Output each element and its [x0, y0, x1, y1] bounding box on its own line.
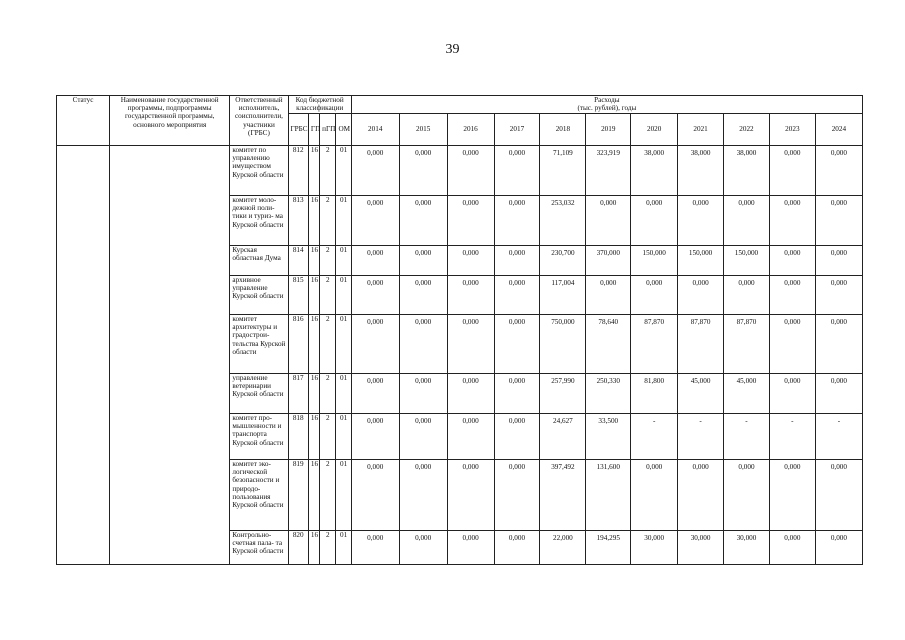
code-cell: 01 [336, 374, 351, 414]
code-cell: 16 [308, 315, 319, 374]
value-cell: - [678, 414, 724, 460]
value-cell: 370,000 [586, 246, 631, 276]
value-cell: 0,000 [815, 276, 862, 315]
header-year: 2016 [447, 114, 494, 146]
executor-cell: комитет моло- дежной поли- тики и туриз- ма Курской области [230, 196, 288, 246]
value-cell: 0,000 [769, 196, 815, 246]
code-cell: 817 [288, 374, 308, 414]
value-cell: 0,000 [399, 315, 447, 374]
value-cell: 150,000 [678, 246, 724, 276]
code-cell: 818 [288, 414, 308, 460]
code-cell: 01 [336, 315, 351, 374]
value-cell: - [769, 414, 815, 460]
executor-cell: комитет эко- логической безопасности и природо- пользования Курской области [230, 460, 288, 531]
code-cell: 01 [336, 276, 351, 315]
budget-table [56, 95, 863, 565]
code-cell: 2 [320, 315, 336, 374]
value-cell: 397,492 [540, 460, 586, 531]
value-cell: 45,000 [678, 374, 724, 414]
value-cell: 0,000 [494, 531, 540, 565]
value-cell: 81,800 [631, 374, 678, 414]
value-cell: 0,000 [815, 146, 862, 196]
header-year: 2017 [494, 114, 540, 146]
value-cell: 0,000 [724, 460, 770, 531]
value-cell: 0,000 [631, 196, 678, 246]
value-cell: 150,000 [631, 246, 678, 276]
value-cell: 0,000 [769, 276, 815, 315]
code-cell: 820 [288, 531, 308, 565]
value-cell: 38,000 [724, 146, 770, 196]
value-cell: 0,000 [769, 374, 815, 414]
header-year: 2019 [586, 114, 631, 146]
code-cell: 16 [308, 531, 319, 565]
header-year: 2021 [678, 114, 724, 146]
code-cell: 812 [288, 146, 308, 196]
value-cell: 0,000 [399, 146, 447, 196]
value-cell: 0,000 [351, 315, 399, 374]
value-cell: 0,000 [586, 196, 631, 246]
value-cell: 0,000 [724, 196, 770, 246]
executor-cell: архивное управление Курской области [230, 276, 288, 315]
value-cell: 0,000 [815, 315, 862, 374]
value-cell: 0,000 [399, 460, 447, 531]
code-cell: 16 [308, 374, 319, 414]
code-cell: 2 [320, 374, 336, 414]
value-cell: 0,000 [494, 414, 540, 460]
value-cell: 0,000 [447, 460, 494, 531]
value-cell: 253,032 [540, 196, 586, 246]
value-cell: 0,000 [769, 531, 815, 565]
value-cell: 0,000 [351, 374, 399, 414]
code-cell: 01 [336, 146, 351, 196]
header-status: Статус [57, 96, 110, 146]
value-cell: 0,000 [399, 246, 447, 276]
value-cell: 0,000 [769, 246, 815, 276]
value-cell: 0,000 [351, 246, 399, 276]
value-cell: 0,000 [769, 460, 815, 531]
value-cell: 45,000 [724, 374, 770, 414]
value-cell: 87,870 [631, 315, 678, 374]
executor-cell: комитет по управлению имуществом Курской области [230, 146, 288, 196]
value-cell: 0,000 [494, 146, 540, 196]
value-cell: 0,000 [678, 196, 724, 246]
code-cell: 2 [320, 246, 336, 276]
value-cell: 78,640 [586, 315, 631, 374]
header-expenses-units: (тыс. рублей), годы [577, 104, 637, 113]
code-cell: 2 [320, 460, 336, 531]
value-cell: 0,000 [494, 196, 540, 246]
value-cell: 0,000 [447, 374, 494, 414]
value-cell: - [724, 414, 770, 460]
code-cell: 16 [308, 146, 319, 196]
header-year: 2014 [351, 114, 399, 146]
value-cell: 0,000 [447, 146, 494, 196]
code-cell: 2 [320, 414, 336, 460]
code-cell: 2 [320, 196, 336, 246]
value-cell: 0,000 [586, 276, 631, 315]
code-cell: 2 [320, 276, 336, 315]
value-cell: 0,000 [678, 460, 724, 531]
value-cell: 0,000 [447, 276, 494, 315]
value-cell: 0,000 [447, 531, 494, 565]
value-cell: 0,000 [399, 374, 447, 414]
value-cell: 0,000 [399, 276, 447, 315]
value-cell: 0,000 [494, 246, 540, 276]
code-cell: 2 [320, 146, 336, 196]
value-cell: 0,000 [351, 146, 399, 196]
value-cell: 87,870 [724, 315, 770, 374]
value-cell: 0,000 [351, 276, 399, 315]
header-year: 2018 [540, 114, 586, 146]
header-code-grbs: ГРБС [288, 114, 308, 146]
header-code-pgp: пГП [320, 114, 336, 146]
value-cell: 0,000 [724, 276, 770, 315]
executor-cell: Контрольно- счетная пала- та Курской области [230, 531, 288, 565]
value-cell: 38,000 [631, 146, 678, 196]
value-cell: 30,000 [724, 531, 770, 565]
value-cell: 0,000 [631, 460, 678, 531]
value-cell: 0,000 [399, 196, 447, 246]
value-cell: 0,000 [769, 315, 815, 374]
code-cell: 819 [288, 460, 308, 531]
value-cell: 323,919 [586, 146, 631, 196]
header-program-name: Наименование государственной программы, подпрограммы государственной программы, основного мероприятия [110, 96, 230, 146]
executor-cell: комитет архитектуры и градострои- тельства Курской области [230, 315, 288, 374]
value-cell: 0,000 [399, 531, 447, 565]
code-cell: 816 [288, 315, 308, 374]
executor-cell: Курская областная Дума [230, 246, 288, 276]
header-expenses-title: Расходы [594, 96, 620, 104]
header-year: 2022 [724, 114, 770, 146]
code-cell: 01 [336, 460, 351, 531]
code-cell: 16 [308, 246, 319, 276]
value-cell: 0,000 [815, 196, 862, 246]
code-cell: 813 [288, 196, 308, 246]
value-cell: 0,000 [769, 146, 815, 196]
table-row [57, 146, 863, 196]
value-cell: 0,000 [447, 414, 494, 460]
value-cell: - [631, 414, 678, 460]
executor-cell: комитет про- мышленности и транспорта Курской области [230, 414, 288, 460]
code-cell: 01 [336, 196, 351, 246]
value-cell: 0,000 [815, 246, 862, 276]
value-cell: 22,000 [540, 531, 586, 565]
header-year: 2023 [769, 114, 815, 146]
value-cell: 0,000 [815, 531, 862, 565]
value-cell: 230,700 [540, 246, 586, 276]
value-cell: 0,000 [678, 276, 724, 315]
value-cell: 257,990 [540, 374, 586, 414]
header-expenses [351, 96, 862, 114]
code-cell: 01 [336, 531, 351, 565]
header-code-om: ОМ [336, 114, 351, 146]
value-cell: 0,000 [631, 276, 678, 315]
code-cell: 814 [288, 246, 308, 276]
value-cell: 0,000 [399, 414, 447, 460]
value-cell: - [815, 414, 862, 460]
value-cell: 0,000 [494, 276, 540, 315]
value-cell: 0,000 [351, 414, 399, 460]
page-number: 39 [445, 42, 460, 57]
value-cell: 0,000 [815, 374, 862, 414]
value-cell: 0,000 [494, 374, 540, 414]
value-cell: 0,000 [447, 196, 494, 246]
value-cell: 24,627 [540, 414, 586, 460]
code-cell: 16 [308, 196, 319, 246]
header-executor: Ответственный исполнитель, соисполнители, участники (ГРБС) [230, 96, 288, 146]
code-cell: 16 [308, 460, 319, 531]
value-cell: 30,000 [631, 531, 678, 565]
code-cell: 16 [308, 414, 319, 460]
program-name-cell [110, 146, 230, 565]
code-cell: 01 [336, 246, 351, 276]
value-cell: 0,000 [494, 315, 540, 374]
value-cell: 0,000 [351, 531, 399, 565]
code-cell: 16 [308, 276, 319, 315]
value-cell: 0,000 [494, 460, 540, 531]
value-cell: 87,870 [678, 315, 724, 374]
value-cell: 750,000 [540, 315, 586, 374]
value-cell: 0,000 [815, 460, 862, 531]
header-code-gp: ГП [308, 114, 319, 146]
value-cell: 250,330 [586, 374, 631, 414]
value-cell: 131,600 [586, 460, 631, 531]
value-cell: 117,004 [540, 276, 586, 315]
value-cell: 38,000 [678, 146, 724, 196]
value-cell: 150,000 [724, 246, 770, 276]
value-cell: 194,295 [586, 531, 631, 565]
value-cell: 71,109 [540, 146, 586, 196]
code-cell: 815 [288, 276, 308, 315]
header-year: 2024 [815, 114, 862, 146]
value-cell: 30,000 [678, 531, 724, 565]
table-body [57, 146, 863, 565]
header-budget-code: Код бюджетной классификации [288, 96, 351, 114]
value-cell: 0,000 [447, 315, 494, 374]
header-year: 2015 [399, 114, 447, 146]
code-cell: 2 [320, 531, 336, 565]
status-cell [57, 146, 110, 565]
value-cell: 0,000 [447, 246, 494, 276]
value-cell: 33,500 [586, 414, 631, 460]
header-year: 2020 [631, 114, 678, 146]
value-cell: 0,000 [351, 460, 399, 531]
value-cell: 0,000 [351, 196, 399, 246]
executor-cell: управление ветеринарии Курской области [230, 374, 288, 414]
code-cell: 01 [336, 414, 351, 460]
